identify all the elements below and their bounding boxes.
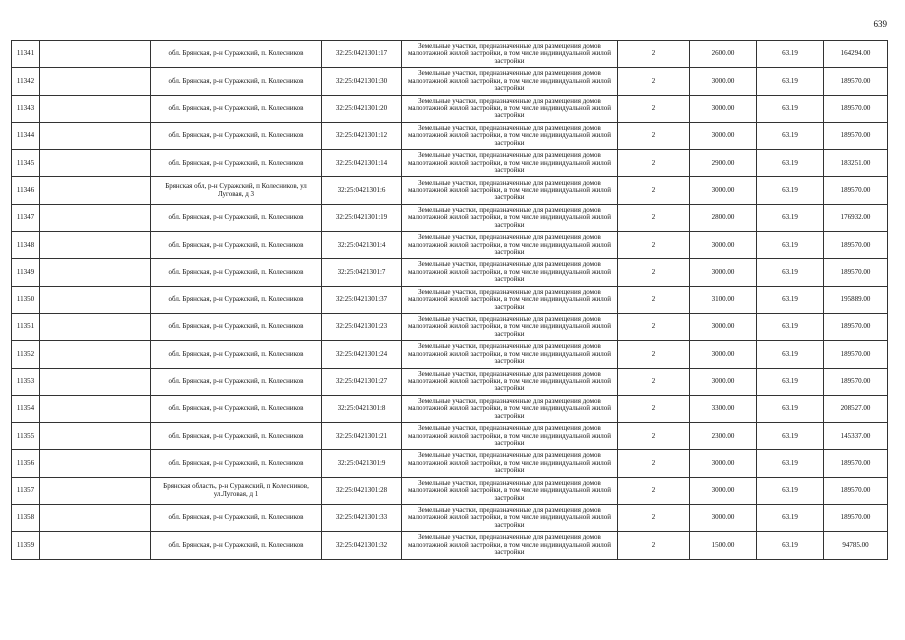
empty-cell <box>40 41 151 68</box>
cadastral-number-cell: 32:25:0421301:9 <box>322 450 402 477</box>
area-cell: 3300.00 <box>690 395 757 422</box>
rate-cell: 63.19 <box>757 204 824 231</box>
address-cell: обл. Брянская, р-н Суражский, п. Колесников <box>151 395 322 422</box>
group-cell: 2 <box>618 41 690 68</box>
row-number: 11346 <box>12 177 40 204</box>
table-row <box>12 505 888 532</box>
cadastral-number-cell: 32:25:0421301:17 <box>322 41 402 68</box>
empty-cell <box>40 68 151 95</box>
address-cell: обл. Брянская, р-н Суражский, п. Колесников <box>151 95 322 122</box>
cadastral-number-cell: 32:25:0421301:14 <box>322 150 402 177</box>
table-row <box>12 122 888 149</box>
cadastral-value-cell: 189570.00 <box>824 505 888 532</box>
cadastral-value-cell: 189570.00 <box>824 122 888 149</box>
land-use-cell: Земельные участки, предназначенные для размещения домов малоэтажной жилой застройки, в том числе индивидуальной жилой застройки <box>402 341 618 368</box>
cadastral-number-cell: 32:25:0421301:28 <box>322 477 402 504</box>
group-cell: 2 <box>618 177 690 204</box>
address-cell: обл. Брянская, р-н Суражский, п. Колесников <box>151 341 322 368</box>
address-cell: обл. Брянская, р-н Суражский, п. Колесников <box>151 41 322 68</box>
rate-cell: 63.19 <box>757 41 824 68</box>
empty-cell <box>40 477 151 504</box>
cadastral-value-cell: 208527.00 <box>824 395 888 422</box>
area-cell: 3000.00 <box>690 95 757 122</box>
table-row <box>12 368 888 395</box>
address-cell: обл. Брянская, р-н Суражский, п. Колесников <box>151 450 322 477</box>
address-cell: обл. Брянская, р-н Суражский, п. Колесников <box>151 286 322 313</box>
empty-cell <box>40 232 151 259</box>
empty-cell <box>40 341 151 368</box>
row-number: 11342 <box>12 68 40 95</box>
cadastral-number-cell: 32:25:0421301:33 <box>322 505 402 532</box>
land-use-cell: Земельные участки, предназначенные для размещения домов малоэтажной жилой застройки, в том числе индивидуальной жилой застройки <box>402 450 618 477</box>
table-row <box>12 477 888 504</box>
land-use-cell: Земельные участки, предназначенные для размещения домов малоэтажной жилой застройки, в том числе индивидуальной жилой застройки <box>402 232 618 259</box>
land-use-cell: Земельные участки, предназначенные для размещения домов малоэтажной жилой застройки, в том числе индивидуальной жилой застройки <box>402 505 618 532</box>
cadastral-value-cell: 164294.00 <box>824 41 888 68</box>
area-cell: 3000.00 <box>690 313 757 340</box>
cadastral-value-cell: 189570.00 <box>824 341 888 368</box>
table-row <box>12 313 888 340</box>
row-number: 11345 <box>12 150 40 177</box>
land-use-cell: Земельные участки, предназначенные для размещения домов малоэтажной жилой застройки, в том числе индивидуальной жилой застройки <box>402 259 618 286</box>
address-cell: обл. Брянская, р-н Суражский, п. Колесников <box>151 150 322 177</box>
cadastral-number-cell: 32:25:0421301:20 <box>322 95 402 122</box>
land-use-cell: Земельные участки, предназначенные для размещения домов малоэтажной жилой застройки, в том числе индивидуальной жилой застройки <box>402 368 618 395</box>
row-number: 11354 <box>12 395 40 422</box>
group-cell: 2 <box>618 532 690 559</box>
page-number: 639 <box>873 19 887 29</box>
rate-cell: 63.19 <box>757 450 824 477</box>
land-use-cell: Земельные участки, предназначенные для размещения домов малоэтажной жилой застройки, в том числе индивидуальной жилой застройки <box>402 395 618 422</box>
table-row <box>12 232 888 259</box>
rate-cell: 63.19 <box>757 68 824 95</box>
row-number: 11356 <box>12 450 40 477</box>
empty-cell <box>40 505 151 532</box>
group-cell: 2 <box>618 259 690 286</box>
rate-cell: 63.19 <box>757 477 824 504</box>
area-cell: 3000.00 <box>690 505 757 532</box>
row-number: 11350 <box>12 286 40 313</box>
cadastral-number-cell: 32:25:0421301:32 <box>322 532 402 559</box>
rate-cell: 63.19 <box>757 368 824 395</box>
area-cell: 3000.00 <box>690 232 757 259</box>
address-cell: обл. Брянская, р-н Суражский, п. Колесников <box>151 423 322 450</box>
group-cell: 2 <box>618 341 690 368</box>
group-cell: 2 <box>618 150 690 177</box>
table-row <box>12 259 888 286</box>
row-number: 11349 <box>12 259 40 286</box>
row-number: 11341 <box>12 41 40 68</box>
address-cell: обл. Брянская, р-н Суражский, п. Колесников <box>151 532 322 559</box>
land-use-cell: Земельные участки, предназначенные для размещения домов малоэтажной жилой застройки, в том числе индивидуальной жилой застройки <box>402 286 618 313</box>
cadastral-value-cell: 195889.00 <box>824 286 888 313</box>
rate-cell: 63.19 <box>757 259 824 286</box>
rate-cell: 63.19 <box>757 286 824 313</box>
cadastral-value-cell: 189570.00 <box>824 68 888 95</box>
cadastral-value-cell: 189570.00 <box>824 95 888 122</box>
area-cell: 3100.00 <box>690 286 757 313</box>
empty-cell <box>40 95 151 122</box>
cadastral-value-cell: 189570.00 <box>824 177 888 204</box>
cadastral-number-cell: 32:25:0421301:23 <box>322 313 402 340</box>
area-cell: 2900.00 <box>690 150 757 177</box>
rate-cell: 63.19 <box>757 122 824 149</box>
land-use-cell: Земельные участки, предназначенные для размещения домов малоэтажной жилой застройки, в том числе индивидуальной жилой застройки <box>402 423 618 450</box>
land-use-cell: Земельные участки, предназначенные для размещения домов малоэтажной жилой застройки, в том числе индивидуальной жилой застройки <box>402 477 618 504</box>
land-use-cell: Земельные участки, предназначенные для размещения домов малоэтажной жилой застройки, в том числе индивидуальной жилой застройки <box>402 95 618 122</box>
table-row <box>12 177 888 204</box>
area-cell: 3000.00 <box>690 450 757 477</box>
area-cell: 2300.00 <box>690 423 757 450</box>
cadastral-number-cell: 32:25:0421301:30 <box>322 68 402 95</box>
group-cell: 2 <box>618 313 690 340</box>
row-number: 11355 <box>12 423 40 450</box>
group-cell: 2 <box>618 505 690 532</box>
table-row <box>12 68 888 95</box>
empty-cell <box>40 423 151 450</box>
table-row <box>12 532 888 559</box>
rate-cell: 63.19 <box>757 150 824 177</box>
table-row <box>12 204 888 231</box>
rate-cell: 63.19 <box>757 313 824 340</box>
empty-cell <box>40 368 151 395</box>
rate-cell: 63.19 <box>757 532 824 559</box>
cadastral-number-cell: 32:25:0421301:6 <box>322 177 402 204</box>
address-cell: обл. Брянская, р-н Суражский, п. Колесников <box>151 122 322 149</box>
address-cell: обл. Брянская, р-н Суражский, п. Колесников <box>151 259 322 286</box>
area-cell: 3000.00 <box>690 68 757 95</box>
cadastral-number-cell: 32:25:0421301:12 <box>322 122 402 149</box>
land-use-cell: Земельные участки, предназначенные для размещения домов малоэтажной жилой застройки, в том числе индивидуальной жилой застройки <box>402 313 618 340</box>
table-row <box>12 341 888 368</box>
group-cell: 2 <box>618 477 690 504</box>
land-use-cell: Земельные участки, предназначенные для размещения домов малоэтажной жилой застройки, в том числе индивидуальной жилой застройки <box>402 150 618 177</box>
area-cell: 3000.00 <box>690 477 757 504</box>
table-row <box>12 95 888 122</box>
land-use-cell: Земельные участки, предназначенные для размещения домов малоэтажной жилой застройки, в том числе индивидуальной жилой застройки <box>402 177 618 204</box>
rate-cell: 63.19 <box>757 95 824 122</box>
cadastral-number-cell: 32:25:0421301:7 <box>322 259 402 286</box>
area-cell: 3000.00 <box>690 341 757 368</box>
empty-cell <box>40 286 151 313</box>
cadastral-value-cell: 189570.00 <box>824 232 888 259</box>
table-row <box>12 450 888 477</box>
row-number: 11358 <box>12 505 40 532</box>
row-number: 11352 <box>12 341 40 368</box>
group-cell: 2 <box>618 286 690 313</box>
empty-cell <box>40 259 151 286</box>
row-number: 11359 <box>12 532 40 559</box>
empty-cell <box>40 204 151 231</box>
group-cell: 2 <box>618 395 690 422</box>
area-cell: 2600.00 <box>690 41 757 68</box>
land-plots-table <box>11 40 888 560</box>
cadastral-number-cell: 32:25:0421301:27 <box>322 368 402 395</box>
group-cell: 2 <box>618 368 690 395</box>
land-use-cell: Земельные участки, предназначенные для размещения домов малоэтажной жилой застройки, в том числе индивидуальной жилой застройки <box>402 122 618 149</box>
group-cell: 2 <box>618 204 690 231</box>
rate-cell: 63.19 <box>757 395 824 422</box>
empty-cell <box>40 150 151 177</box>
cadastral-value-cell: 189570.00 <box>824 477 888 504</box>
land-use-cell: Земельные участки, предназначенные для размещения домов малоэтажной жилой застройки, в том числе индивидуальной жилой застройки <box>402 532 618 559</box>
empty-cell <box>40 177 151 204</box>
cadastral-value-cell: 189570.00 <box>824 313 888 340</box>
row-number: 11344 <box>12 122 40 149</box>
row-number: 11351 <box>12 313 40 340</box>
address-cell: обл. Брянская, р-н Суражский, п. Колесников <box>151 368 322 395</box>
rate-cell: 63.19 <box>757 505 824 532</box>
rate-cell: 63.19 <box>757 232 824 259</box>
area-cell: 3000.00 <box>690 177 757 204</box>
land-use-cell: Земельные участки, предназначенные для размещения домов малоэтажной жилой застройки, в том числе индивидуальной жилой застройки <box>402 204 618 231</box>
cadastral-number-cell: 32:25:0421301:8 <box>322 395 402 422</box>
table-row <box>12 423 888 450</box>
cadastral-value-cell: 145337.00 <box>824 423 888 450</box>
cadastral-number-cell: 32:25:0421301:4 <box>322 232 402 259</box>
table-row <box>12 286 888 313</box>
empty-cell <box>40 313 151 340</box>
cadastral-value-cell: 189570.00 <box>824 450 888 477</box>
cadastral-value-cell: 189570.00 <box>824 368 888 395</box>
group-cell: 2 <box>618 68 690 95</box>
group-cell: 2 <box>618 450 690 477</box>
area-cell: 2800.00 <box>690 204 757 231</box>
row-number: 11353 <box>12 368 40 395</box>
group-cell: 2 <box>618 122 690 149</box>
group-cell: 2 <box>618 232 690 259</box>
row-number: 11347 <box>12 204 40 231</box>
area-cell: 3000.00 <box>690 368 757 395</box>
table-row <box>12 41 888 68</box>
rate-cell: 63.19 <box>757 423 824 450</box>
area-cell: 3000.00 <box>690 122 757 149</box>
cadastral-number-cell: 32:25:0421301:19 <box>322 204 402 231</box>
row-number: 11357 <box>12 477 40 504</box>
address-cell: обл. Брянская, р-н Суражский, п. Колесников <box>151 232 322 259</box>
cadastral-value-cell: 189570.00 <box>824 259 888 286</box>
cadastral-number-cell: 32:25:0421301:24 <box>322 341 402 368</box>
empty-cell <box>40 450 151 477</box>
cadastral-value-cell: 176932.00 <box>824 204 888 231</box>
cadastral-value-cell: 183251.00 <box>824 150 888 177</box>
area-cell: 3000.00 <box>690 259 757 286</box>
rate-cell: 63.19 <box>757 177 824 204</box>
rate-cell: 63.19 <box>757 341 824 368</box>
group-cell: 2 <box>618 95 690 122</box>
row-number: 11343 <box>12 95 40 122</box>
group-cell: 2 <box>618 423 690 450</box>
empty-cell <box>40 395 151 422</box>
address-cell: обл. Брянская, р-н Суражский, п. Колесников <box>151 313 322 340</box>
empty-cell <box>40 532 151 559</box>
row-number: 11348 <box>12 232 40 259</box>
address-cell: обл. Брянская, р-н Суражский, п. Колесников <box>151 68 322 95</box>
address-cell: обл. Брянская, р-н Суражский, п. Колесников <box>151 204 322 231</box>
cadastral-number-cell: 32:25:0421301:37 <box>322 286 402 313</box>
land-use-cell: Земельные участки, предназначенные для размещения домов малоэтажной жилой застройки, в том числе индивидуальной жилой застройки <box>402 41 618 68</box>
table-row <box>12 395 888 422</box>
land-use-cell: Земельные участки, предназначенные для размещения домов малоэтажной жилой застройки, в том числе индивидуальной жилой застройки <box>402 68 618 95</box>
table-body <box>12 41 888 560</box>
empty-cell <box>40 122 151 149</box>
cadastral-value-cell: 94785.00 <box>824 532 888 559</box>
area-cell: 1500.00 <box>690 532 757 559</box>
address-cell: Брянская обл, р-н Суражский, п Колесников, ул Луговая, д 3 <box>151 177 322 204</box>
cadastral-number-cell: 32:25:0421301:21 <box>322 423 402 450</box>
address-cell: обл. Брянская, р-н Суражский, п. Колесников <box>151 505 322 532</box>
table-row <box>12 150 888 177</box>
address-cell: Брянская область, р-н Суражский, п Колесников, ул.Луговая, д 1 <box>151 477 322 504</box>
